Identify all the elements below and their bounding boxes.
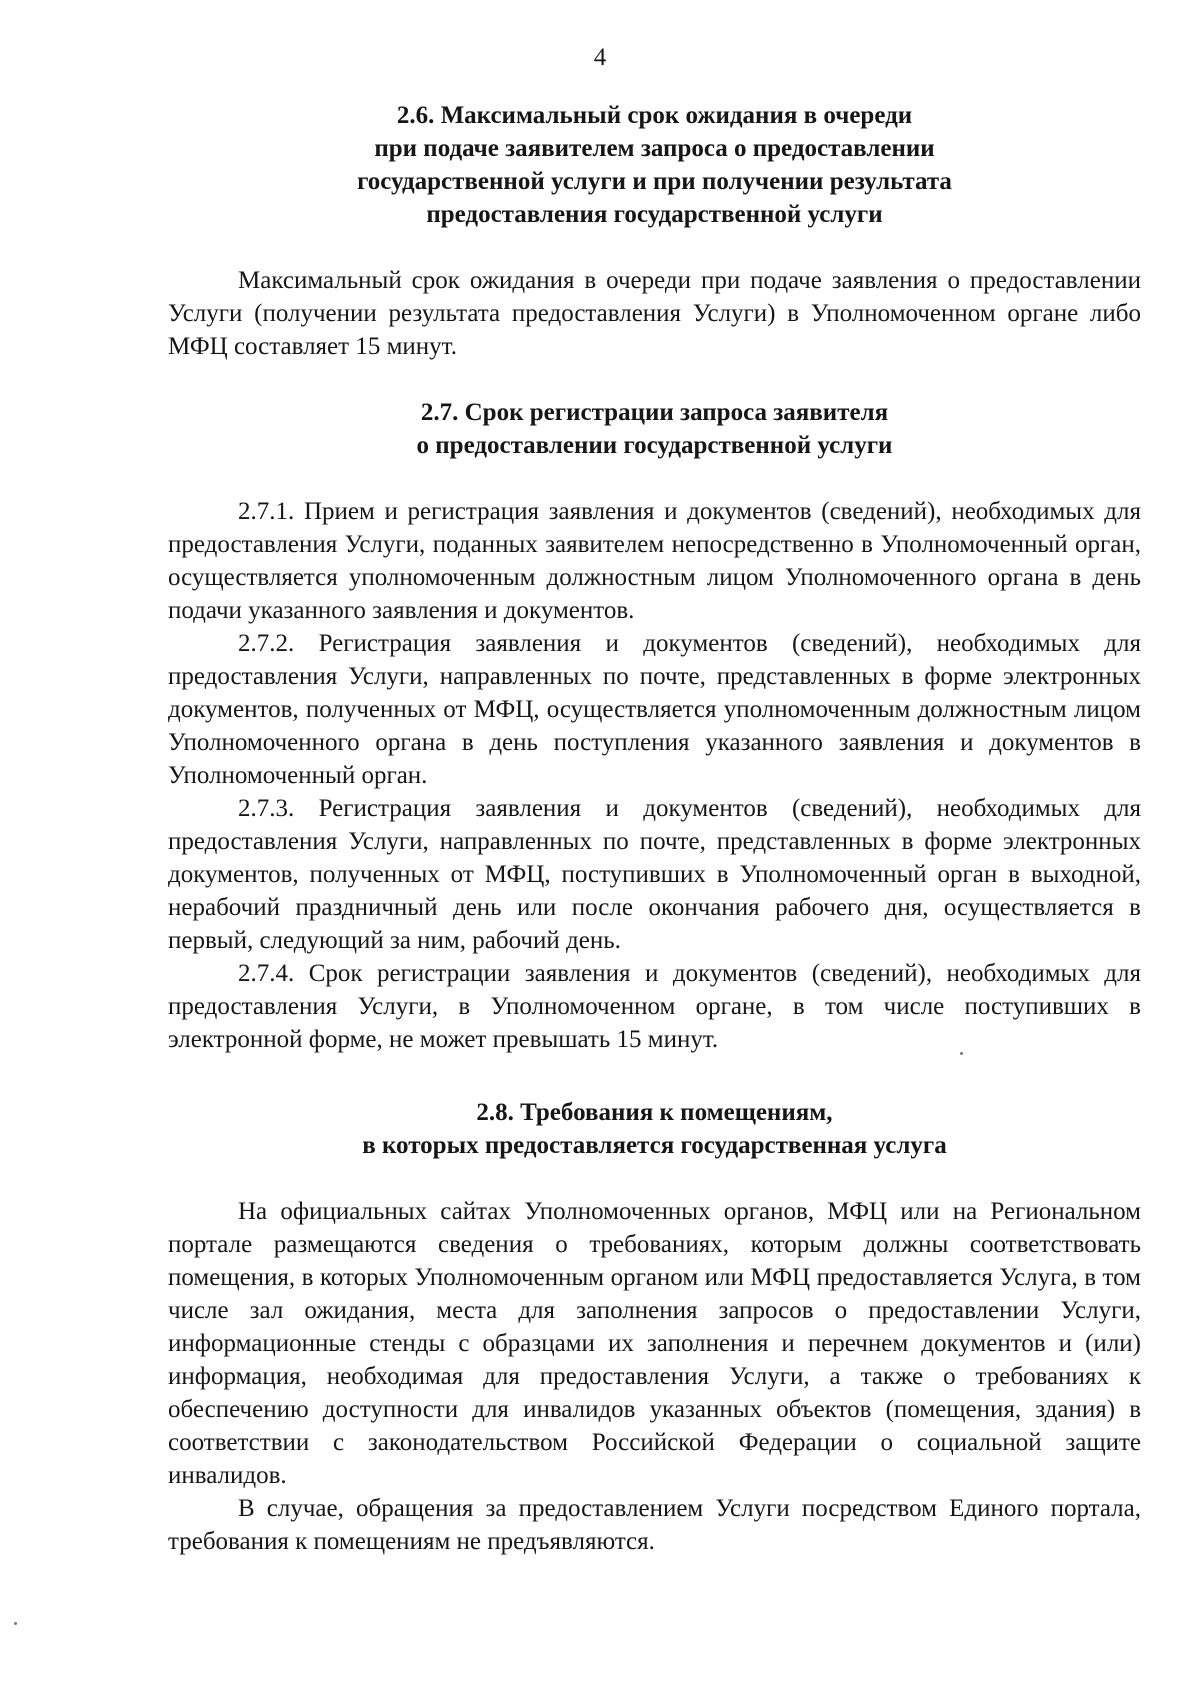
- section-2-6-heading: [168, 99, 1141, 231]
- section-2-6-paragraph: Максимальный срок ожидания в очереди при подаче заявления о предоставлении Услуги (получении результата предоставления Услуги) в Уполномоченном органе либо МФЦ составляет 15 минут.: [168, 267, 1141, 360]
- scan-speck: [960, 1052, 963, 1055]
- heading-line: о предоставлении государственной услуги: [416, 432, 893, 459]
- section-2-8-heading: [168, 1096, 1141, 1162]
- heading-line: в которых предоставляется государственная услуга: [362, 1132, 947, 1159]
- heading-line: при подаче заявителем запроса о предоставлении: [374, 135, 935, 162]
- paragraph-2-7-4: 2.7.4. Срок регистрации заявления и документов (сведений), необходимых для предоставления Услуги, в Уполномоченном органе, в том числе поступивших в электронной форме, не может превышать 15 минут.: [168, 960, 1141, 1053]
- page-number: 4: [593, 44, 607, 71]
- scan-speck: [14, 1622, 17, 1625]
- paragraph-2-7-1: 2.7.1. Прием и регистрация заявления и документов (сведений), необходимых для предоставления Услуги, поданных заявителем непосредственно в Уполномоченный орган, осуществляется уполномоченным должностным лицом Уполномоченного органа в день подачи указанного заявления и документов.: [168, 498, 1141, 624]
- paragraph-2-8-2: В случае, обращения за предоставлением Услуги посредством Единого портала, требования к помещениям не предъявляются.: [168, 1495, 1141, 1555]
- section-2-7-heading: [168, 396, 1141, 462]
- heading-line: предоставления государственной услуги: [426, 201, 883, 228]
- heading-line: государственной услуги и при получении результата: [357, 168, 952, 195]
- heading-line: 2.6. Максимальный срок ожидания в очереди: [396, 102, 913, 129]
- document-body: [168, 99, 1141, 1558]
- heading-line: 2.8. Требования к помещениям,: [476, 1099, 833, 1126]
- paragraph-2-8-1: На официальных сайтах Уполномоченных органов, МФЦ или на Региональном портале размещаются сведения о требованиях, которым должны соответствовать помещения, в которых Уполномоченным органом или МФЦ предоставляется Услуга, в том числе зал ожидания, места для заполнения запросов о предоставлении Услуги, информационные стенды с образцами их заполнения и перечнем документов и (или) информация, необходимая для предоставления Услуги, а также о требованиях к обеспечению доступности для инвалидов указанных объектов (помещения, здания) в соответствии с законодательством Российской Федерации о социальной защите инвалидов.: [168, 1198, 1141, 1489]
- paragraph-2-7-2: 2.7.2. Регистрация заявления и документов (сведений), необходимых для предоставления Услуги, направленных по почте, представленных в форме электронных документов, полученных от МФЦ, осуществляется уполномоченным должностным лицом Уполномоченного органа в день поступления указанного заявления и документов в Уполномоченный орган.: [168, 630, 1141, 789]
- heading-line: 2.7. Срок регистрации запроса заявителя: [420, 399, 889, 426]
- paragraph-2-7-3: 2.7.3. Регистрация заявления и документов (сведений), необходимых для предоставления Услуги, направленных по почте, представленных в форме электронных документов, полученных от МФЦ, поступивших в Уполномоченный орган в выходной, нерабочий праздничный день или после окончания рабочего дня, осуществляется в первый, следующий за ним, рабочий день.: [168, 795, 1141, 954]
